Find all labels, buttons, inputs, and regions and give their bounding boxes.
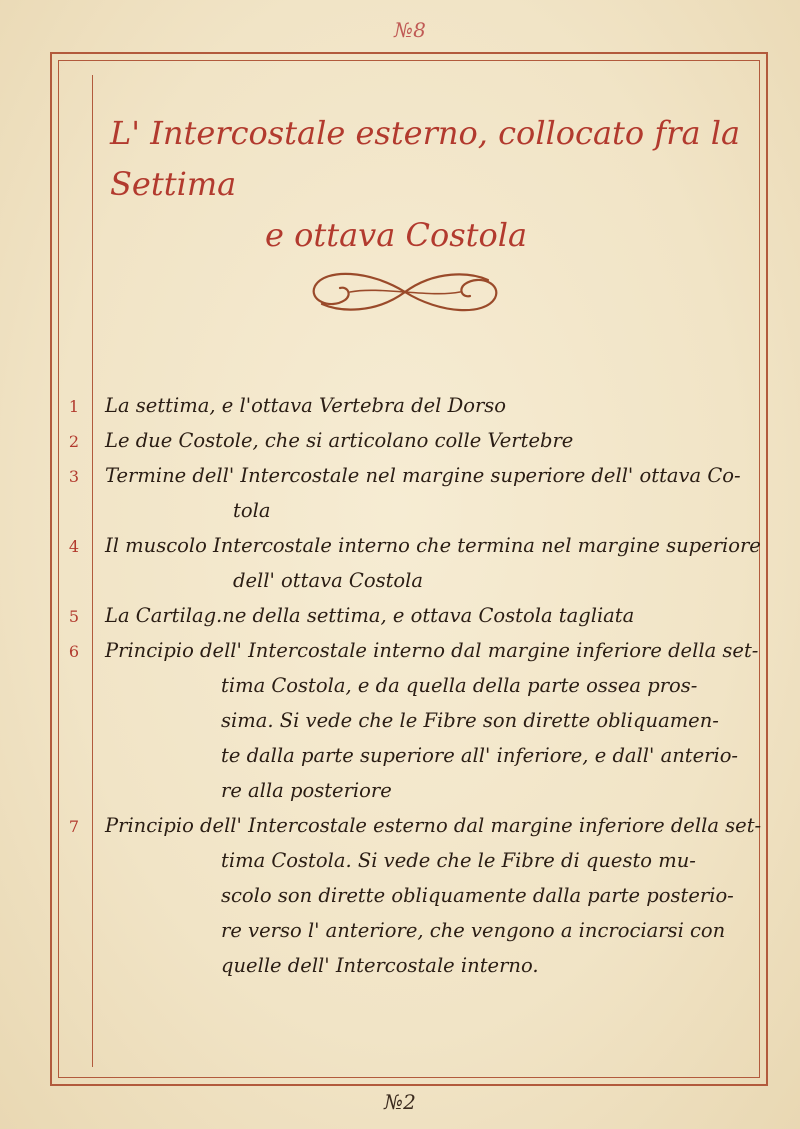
entry-number: 7	[68, 817, 80, 836]
entry-line: Le due Costole, che si articolano colle Vertebre	[105, 429, 574, 452]
entry-line: dell' ottava Costola	[233, 569, 424, 592]
entry-text	[105, 528, 761, 598]
entry-number: 5	[68, 607, 80, 626]
entry-line: re alla posteriore	[221, 779, 392, 802]
entry-line: La settima, e l'ottava Vertebra del Dorso	[105, 394, 507, 417]
entry-text	[105, 633, 759, 808]
entry-number: 2	[68, 432, 80, 451]
page-number-bottom: №2	[384, 1090, 416, 1114]
page-number-top: №8	[394, 18, 426, 42]
legend-entry	[0, 598, 800, 633]
entry-line: La Cartilag.ne della settima, e ottava Costola tagliata	[105, 604, 635, 627]
title-line-2: e ottava Costola	[265, 216, 528, 255]
entry-line: re verso l' anteriore, che vengono a incrociarsi con	[221, 919, 726, 942]
entry-text	[105, 458, 755, 528]
entry-text	[105, 598, 755, 633]
entry-line: sima. Si vede che le Fibre son dirette obliquamen-	[221, 709, 719, 732]
entry-number: 6	[68, 642, 80, 661]
legend-list	[0, 388, 800, 983]
flourish-ornament-icon	[290, 262, 520, 322]
legend-entry	[0, 423, 800, 458]
legend-entry	[0, 388, 800, 423]
entry-line: te dalla parte superiore all' inferiore, e dall' anterio-	[221, 744, 739, 767]
entry-number: 1	[68, 397, 80, 416]
entry-text	[105, 808, 762, 983]
entry-text	[105, 423, 755, 458]
entry-number: 3	[68, 467, 80, 486]
entry-line: tima Costola. Si vede che le Fibre di questo mu-	[221, 849, 696, 872]
entry-number: 4	[68, 537, 80, 556]
entry-text	[105, 388, 755, 423]
page-title	[110, 108, 750, 262]
legend-entry	[0, 458, 800, 528]
entry-line: tima Costola, e da quella della parte ossea pros-	[221, 674, 698, 697]
legend-entry	[0, 528, 800, 598]
entry-line: Il muscolo Intercostale interno che termina nel margine superiore	[105, 534, 761, 557]
legend-entry	[0, 808, 800, 983]
entry-line: Principio dell' Intercostale interno dal margine inferiore della set-	[105, 639, 759, 662]
legend-entry	[0, 633, 800, 808]
entry-line: Termine dell' Intercostale nel margine superiore dell' ottava Co-	[105, 464, 741, 487]
entry-line: tola	[233, 499, 271, 522]
entry-line: scolo son dirette obliquamente dalla parte posterio-	[221, 884, 734, 907]
entry-line: quelle dell' Intercostale interno.	[221, 954, 539, 977]
entry-line: Principio dell' Intercostale esterno dal margine inferiore della set-	[105, 814, 762, 837]
title-line-1: L' Intercostale esterno, collocato fra la Settima	[110, 114, 741, 204]
